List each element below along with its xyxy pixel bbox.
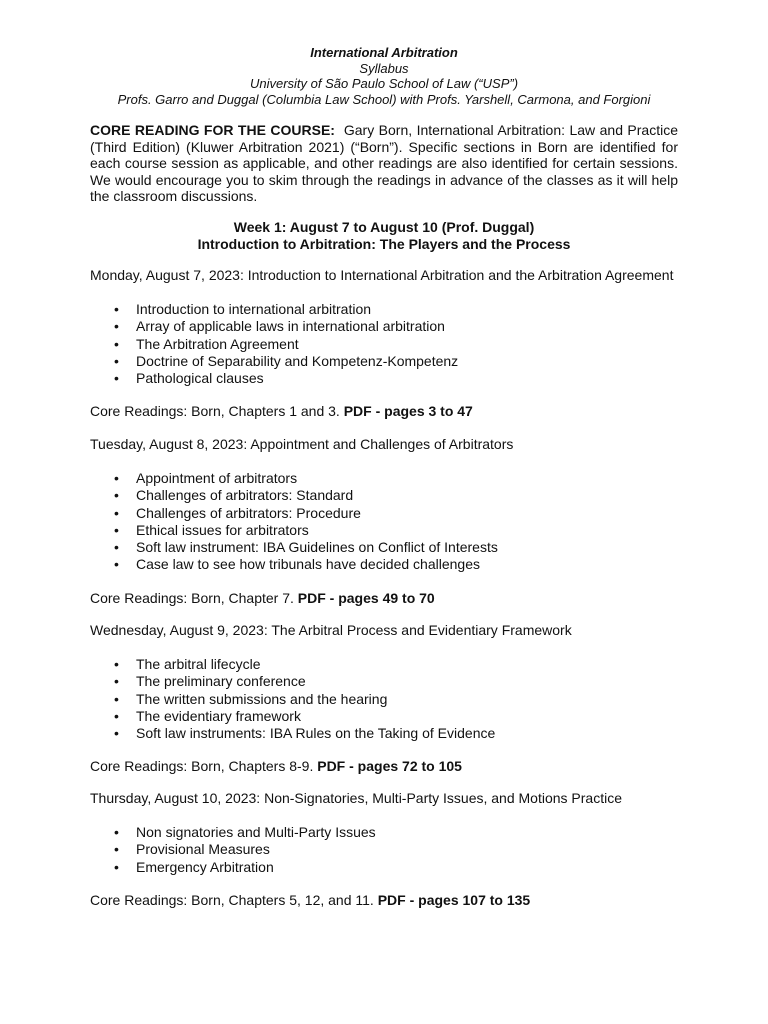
professors-line: Profs. Garro and Duggal (Columbia Law School) with Profs. Yarshell, Carmona, and Forgioni xyxy=(117,91,651,107)
bullet-icon: • xyxy=(114,487,119,504)
bullet-icon: • xyxy=(114,690,119,707)
document-type: Syllabus xyxy=(359,60,409,76)
pdf-pages: PDF - pages 3 to 47 xyxy=(343,403,473,420)
week-heading xyxy=(0,219,768,253)
bullet-icon: • xyxy=(114,841,119,858)
list-item: • Non signatories and Multi-Party Issues xyxy=(114,824,376,840)
bullet-icon: • xyxy=(114,352,119,369)
session-day: Tuesday, August 8, 2023: Appointment and Challenges of Arbitrators xyxy=(90,436,514,452)
list-item: • Pathological clauses xyxy=(114,370,264,387)
list-item: • Challenges of arbitrators: Procedure xyxy=(114,504,361,521)
list-item: • Doctrine of Separability and Kompetenz-Kompetenz xyxy=(114,352,459,369)
list-item: • Emergency Arbitration xyxy=(114,858,274,875)
session-day: Wednesday, August 9, 2023: The Arbitral Process and Evidentiary Framework xyxy=(90,622,572,638)
reading-text: Core Readings: Born, Chapters 8-9. xyxy=(90,758,314,775)
pdf-pages: PDF - pages 72 to 105 xyxy=(317,758,462,775)
pdf-pages: PDF - pages 49 to 70 xyxy=(297,589,435,606)
list-item: • Appointment of arbitrators xyxy=(114,470,298,486)
bullet-icon: • xyxy=(114,673,119,690)
list-item: • The preliminary conference xyxy=(114,673,306,690)
bullet-icon: • xyxy=(114,707,119,724)
core-readings-line xyxy=(90,892,730,909)
session-day: Monday, August 7, 2023: Introduction to International Arbitration and the Arbitration Agreement xyxy=(90,267,674,283)
list-item: • Introduction to international arbitration xyxy=(114,301,372,317)
list-item: • The evidentiary framework xyxy=(114,707,301,724)
session-day: Thursday, August 10, 2023: Non-Signatories, Multi-Party Issues, and Motions Practice xyxy=(90,790,622,806)
bullet-icon: • xyxy=(114,858,119,875)
reading-text: Core Readings: Born, Chapters 5, 12, and 11. xyxy=(90,891,374,908)
list-item: • Case law to see how tribunals have decided challenges xyxy=(114,556,480,573)
document-header xyxy=(0,45,768,107)
list-item: • The arbitral lifecycle xyxy=(114,656,261,672)
list-item: • Challenges of arbitrators: Standard xyxy=(114,487,354,504)
bullet-icon: • xyxy=(114,656,119,672)
bullet-icon: • xyxy=(114,335,119,352)
week-subtitle: Introduction to Arbitration: The Players and the Process xyxy=(197,236,571,252)
week-title: Week 1: August 7 to August 10 (Prof. Duggal) xyxy=(233,219,535,235)
bullet-icon: • xyxy=(114,504,119,521)
session-monday xyxy=(90,267,730,420)
course-title: International Arbitration xyxy=(310,45,458,60)
core-reading-paragraph xyxy=(90,122,678,205)
reading-text: Core Readings: Born, Chapters 1 and 3. xyxy=(90,403,340,420)
bullet-icon: • xyxy=(114,370,119,387)
list-item: • Soft law instruments: IBA Rules on the Taking of Evidence xyxy=(114,725,496,742)
bullet-icon: • xyxy=(114,539,119,556)
list-item: • Provisional Measures xyxy=(114,841,270,858)
pdf-pages: PDF - pages 107 to 135 xyxy=(377,891,531,908)
topic-list xyxy=(90,470,730,574)
list-item: • Array of applicable laws in international arbitration xyxy=(114,318,445,335)
bullet-icon: • xyxy=(114,318,119,335)
topic-list xyxy=(90,824,730,876)
list-item: • Ethical issues for arbitrators xyxy=(114,521,309,538)
session-thursday xyxy=(90,790,730,909)
bullet-icon: • xyxy=(114,725,119,742)
bullet-icon: • xyxy=(114,556,119,573)
topic-list xyxy=(90,301,730,387)
core-readings-line xyxy=(90,590,730,607)
core-readings-line xyxy=(90,758,730,775)
session-wednesday xyxy=(90,622,730,775)
list-item: • The Arbitration Agreement xyxy=(114,335,299,352)
bullet-icon: • xyxy=(114,301,119,317)
session-tuesday xyxy=(90,436,730,607)
core-reading-body: Gary Born, International Arbitration: Law and Practice (Third Edition) (Kluwer Arbitration 2021) (“Born”). Specific sections in Born are identified for each course session as applicable, and other readings are also identified for certain sessions. We would encourage you to skim through the readings in advance of the classes as it will help the classroom discussions. xyxy=(90,122,679,204)
bullet-icon: • xyxy=(114,521,119,538)
school-name: University of São Paulo School of Law (“USP”) xyxy=(249,76,519,91)
topic-list xyxy=(90,656,730,742)
list-item: • Soft law instrument: IBA Guidelines on Conflict of Interests xyxy=(114,539,498,556)
bullet-icon: • xyxy=(114,824,119,840)
list-item: • The written submissions and the hearing xyxy=(114,690,388,707)
core-reading-lead: CORE READING FOR THE COURSE: xyxy=(90,122,335,138)
core-readings-line xyxy=(90,403,730,420)
bullet-icon: • xyxy=(114,470,119,486)
reading-text: Core Readings: Born, Chapter 7. xyxy=(90,589,294,606)
